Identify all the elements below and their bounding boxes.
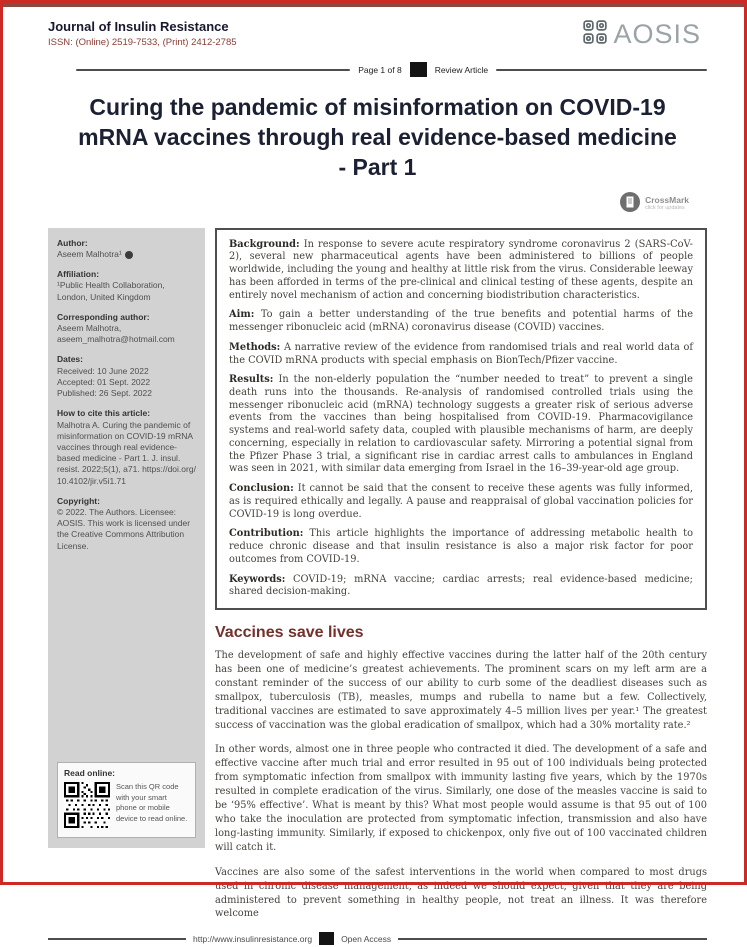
page-header [48,19,707,50]
open-access-label: Open Access [341,933,392,944]
header-rule-right [496,69,707,71]
crossmark-text [645,196,689,212]
article-title: Curing the pandemic of misinformation on COVID-19 mRNA vaccines through real evidence-based medicine - Part 1 [78,94,677,180]
author-label: Author: [57,237,88,248]
aosis-flower-icon [582,19,608,50]
abstract-results-text: In the non-elderly population the “number needed to treat” to prevent a single death runs into the thousands. Re-analysis of randomised controlled trials using the messenger ribonucleic acid (mRNA) technology suggests a greater risk of serious adverse events from the vaccines than being hospitalised from COVID-19. Pharmacovigilance systems and real-world safety data, coupled with plausible mechanisms of harm, are deeply concerning, especially in relation to cardiovascular safety. Mirroring a potential signal from the Pfizer Phase 3 trial, a significant rise in cardiac arrest calls to ambulances in England was seen in 2021, with similar data emerging from Israel in the 16–39-year-old age group. [229,374,693,475]
body-paragraph-1: The development of safe and highly effective vaccines during the latter half of the 20th century has been one of medicine’s greatest achievements. The prominent scars on my left arm are a constant reminder of the success of our ability to curb some of the deadliest diseases such as smallpox, tuberculosis (TB), measles, mumps and rubella to name but a few. Collectively, traditional vaccines are estimated to save approximately 4–5 million lives per year.¹ The greatest success of vaccination was the global eradication of smallpox, which had a 30% mortality rate.² [215,650,707,731]
crossmark-row [48,191,689,218]
abstract-box [215,228,707,610]
corresponding-author-label: Corresponding author: [57,311,150,322]
screenshot-top-strip [3,3,744,7]
author-section [57,238,196,260]
affiliation-label: Affiliation: [57,269,100,280]
abstract-results [229,374,693,476]
read-online-box [57,762,196,837]
page-number-label: Page 1 of 8 [358,64,402,75]
date-accepted: Accepted: 01 Sept. 2022 [57,376,151,387]
journal-identity [48,19,237,48]
aosis-logo [582,19,701,50]
sidebar-spacer [57,561,196,762]
read-online-label: Read online: [64,768,116,779]
read-online-instructions: Scan this QR code with your smart phone or mobile device to read online. [116,782,188,823]
footer-marker-box [319,932,334,945]
abstract-aim [229,309,693,334]
article-metadata-sidebar [48,228,205,848]
crossmark-sublabel: click for updates [645,204,685,211]
copyright-label: Copyright: [57,495,100,506]
citation-doi-link[interactable]: https://doi.org/10.4102/jir.v5i1.71 [57,464,196,486]
copyright-section [57,496,196,552]
corresponding-author-section [57,312,196,346]
copyright-text: © 2022. The Authors. Licensee: AOSIS. This work is licensed under the Creative Commons Attribution License. [57,507,191,551]
crossmark-badge[interactable] [619,191,689,218]
author-name-line [57,249,196,260]
date-received: Received: 10 June 2022 [57,365,149,376]
journal-title: Journal of Insulin Resistance [48,19,229,34]
journal-url-link[interactable]: http://www.insulinresistance.org [193,933,313,944]
orcid-icon[interactable] [125,251,133,259]
footer-rule-left [48,938,186,940]
article-main-column [215,228,707,933]
aosis-logo-text: AOSIS [613,19,701,49]
abstract-results-label: Results: [229,374,274,386]
abstract-methods-text: A narrative review of the evidence from randomised trials and real world data of the COVID mRNA products with special emphasis on BionTech/Pfizer vaccine. [229,341,693,366]
journal-page [10,7,737,944]
abstract-contribution [229,528,693,566]
header-rule-left [76,69,350,71]
affiliation-section [57,269,196,303]
abstract-conclusion-text: It cannot be said that the consent to receive these agents was fully informed, as is required ethically and legally. A pause and reappraisal of global vaccination policies for COVID-19 is long overdue. [229,483,693,520]
content-columns [48,228,707,933]
body-paragraph-2: In other words, almost one in three people who contracted it died. The development of a safe and effective vaccine after much trial and error resulted in 95 out of 100 individuals being protected from symptomatic infection from smallpox with immunity lasting five years, which by the 1970s resulted in complete eradication of the virus. Similarly, one dose of the measles vaccine is said to be ‘95% effective’. What is meant by this? What most people would assume is that 95 out of 100 who take the inoculation are protected from symptomatic infection, transmission and also have long-lasting immunity. Similarly, if exposed to chickenpox, only five out of 100 vaccinated children will catch it. [215,744,707,853]
journal-issn: ISSN: (Online) 2519-7533, (Print) 2412-2785 [48,37,237,48]
corresponding-author-name: Aseem Malhotra, [57,322,122,333]
abstract-methods-label: Methods: [229,341,281,353]
abstract-conclusion-label: Conclusion: [229,483,294,495]
abstract-keywords-label: Keywords: [229,573,286,585]
abstract-aim-label: Aim: [229,309,255,321]
dates-section [57,354,196,399]
corresponding-author-email[interactable]: aseem_malhotra@hotmail.com [57,334,175,345]
abstract-keywords-text: COVID-19; mRNA vaccine; cardiac arrests; real evidence-based medicine; shared decision-making. [229,573,693,598]
abstract-contribution-label: Contribution: [229,528,304,540]
abstract-background-label: Background: [229,238,300,250]
abstract-methods [229,342,693,367]
abstract-keywords [229,574,693,599]
abstract-conclusion [229,483,693,521]
body-paragraph-3: Vaccines are also some of the safest interventions in the world when compared to most drugs used in chronic disease management, as indeed we should expect, given that they are being administered to prevent something in healthy people, not treat an illness. It was therefore welcome [215,866,707,920]
citation-text: Malhotra A. Curing the pandemic of misinformation on COVID-19 mRNA vaccines through real evidence-based medicine - Part 1. J. insul. resist. 2022;5(1), a71. [57,419,193,475]
dates-label: Dates: [57,354,83,365]
citation-label: How to cite this article: [57,408,151,419]
read-online-content [64,782,189,831]
footer-rule-right [398,938,707,940]
section-heading-vaccines-save-lives: Vaccines save lives [215,624,364,642]
article-type-label: Review Article [434,64,489,75]
author-name: Aseem Malhotra¹ [57,248,122,259]
crossmark-icon [619,191,641,218]
crossmark-label: CrossMark [645,195,689,206]
header-rule-row [48,62,707,77]
qr-code-icon [64,782,110,831]
abstract-background [229,239,693,303]
citation-section [57,408,196,487]
abstract-background-text: In response to severe acute respiratory syndrome coronavirus 2 (SARS-CoV-2), several new pharmaceutical agents have been administered to billions of people worldwide, including the young and healthy at little risk from the virus. Considerable leeway has been afforded in terms of the pre-clinical and clinical testing of these agents, despite an entirely novel mechanism of action and concerning biodistribution characteristics. [229,238,693,301]
abstract-contribution-text: This article highlights the importance of addressing metabolic health to reduce chronic disease and that insulin resistance is also a major risk factor for poor outcomes from COVID-19. [229,528,693,565]
page-footer [48,932,707,947]
date-published: Published: 26 Sept. 2022 [57,388,152,399]
page-marker-box [410,62,427,77]
affiliation-text: ¹Public Health Collaboration, London, United Kingdom [57,280,165,302]
abstract-aim-text: To gain a better understanding of the true benefits and potential harms of the messenger ribonucleic acid (mRNA) coronavirus disease (COVID) vaccines. [229,309,693,334]
